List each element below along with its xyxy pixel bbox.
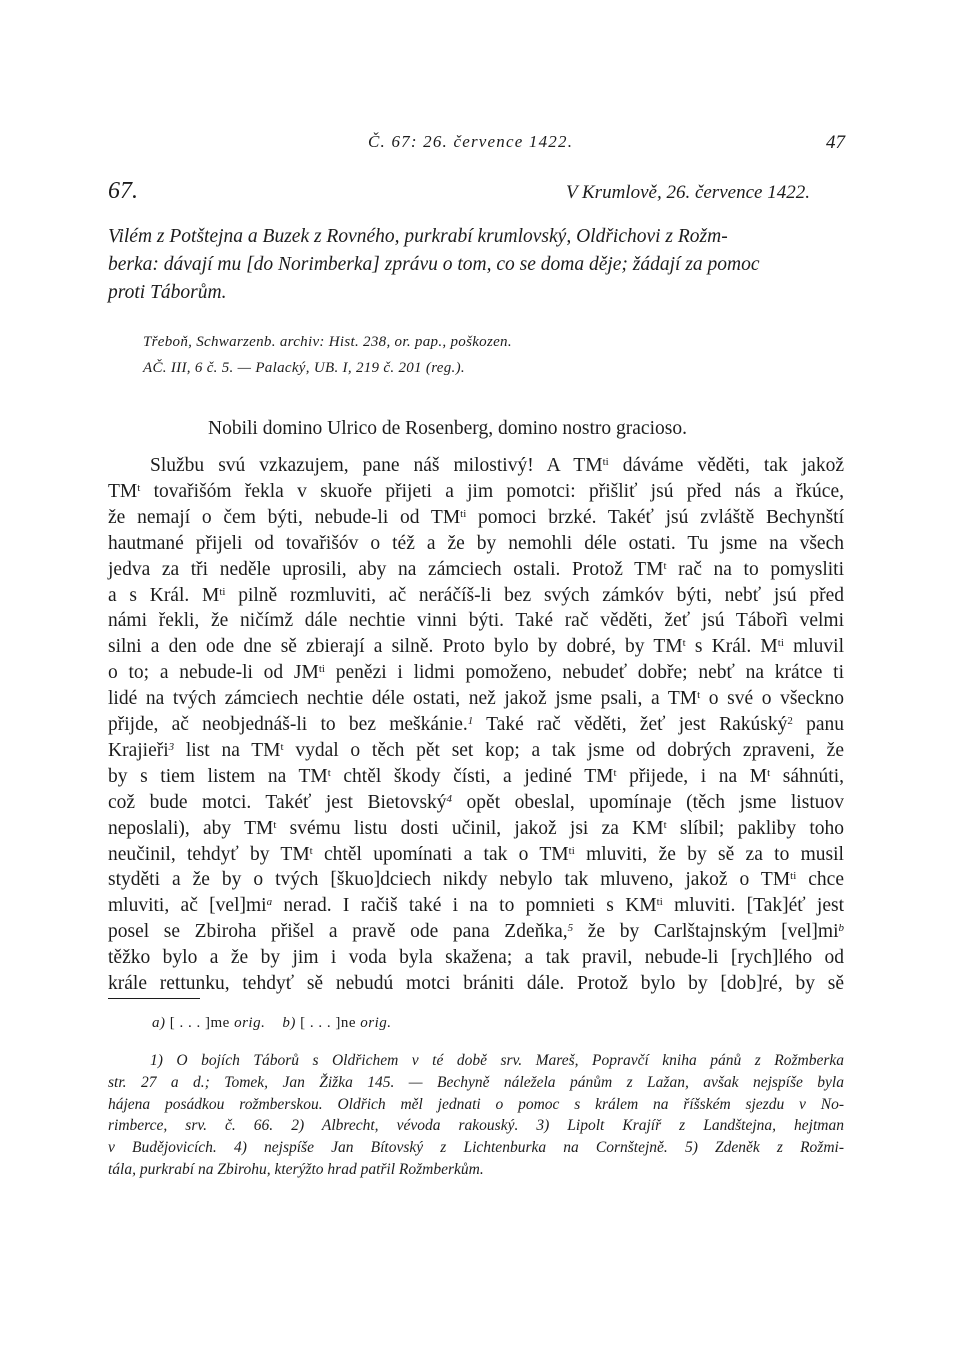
footnote-line: hájena posádkou rožmberskou. Oldřich měl jednati o pomoc s králem na říšském sjezdu v No- xyxy=(108,1095,844,1113)
footnote-ref: a xyxy=(266,896,273,909)
letter-line: těžko bylo a že by jim i voda byla skažena; a tak pravil, nebude-li [rych]lého od xyxy=(108,947,844,969)
superscript-mark: ti xyxy=(656,896,663,909)
letter-line: o to; a nebude-li od $JM^{ti}$ penězi i lidmi pomoženo, nebudeť dobře; nebť na krátce ti xyxy=(108,662,844,684)
footnote-line: rimberce, srv. č. 66. 2) Albrecht, vévoda rakouský. 3) Lipolt Krajíř z Landštejna, hejtman xyxy=(108,1117,844,1135)
footnote-ref: 4 xyxy=(446,792,453,805)
letter-line: silni a den ode dne sě zbierají a silně. Proto bylo by dobré, by $TM^t$ s Král. $M^{ti}$ mluvil xyxy=(108,636,845,658)
note-b-text: [ . . . ]ne xyxy=(300,1015,356,1031)
regest-line: Vilém z Potštejna a Buzek z Rovného, purkrabí krumlovský, Oldřichovi z Rožm- xyxy=(108,226,728,247)
footnote-ref: 3 xyxy=(168,740,175,753)
letter-line: lidé na tvých zámciech nechtie déle ostati, než jakož jsme psali, a $TM^t$ o své o všeckno xyxy=(108,688,844,710)
superscript-mark: t xyxy=(663,818,667,831)
letter-line: mluviti, ač $[vel]mi^a$ nerad. I račiš také i na to pomnieti s $KM^{ti}$ mluviti. [Tak]éť jest xyxy=(108,895,844,917)
letter-line: hautmané přijeli od tovařišóv o též a že by nemohli déle ostati. Tu jsme na všech xyxy=(108,532,844,554)
letter-line: Službu svú vzkazujem, pane náš milostivý! A $TM^{ti}$ dáváme věděti, tak jakož xyxy=(150,455,844,476)
superscript-mark: 2 xyxy=(787,715,793,727)
source-line: AČ. III, 6 č. 5. — Palacký, UB. I, 219 č. 201 (reg.). xyxy=(143,360,465,376)
letter-line: Krajieři$^3$ list na $TM^t$ vydal o těch pět set kop; a tak jsme od dobrých zpraveni, že xyxy=(108,739,844,761)
letter-line: že nemají o čem býti, nebude-li od $TM^{ti}$ pomoci brzké. Takéť jsú zvláště Bechynští xyxy=(108,506,844,528)
text-critical-notes xyxy=(152,1015,392,1032)
source-line: Třeboň, Schwarzenb. archiv: Hist. 238, or. pap., poškozen. xyxy=(143,334,512,350)
letter-line: styděti a že by o tvých [škuo]dciech nikdy nebylo tak mluveno, jakož o $TM^{ti}$ chce xyxy=(108,869,844,891)
letter-line: a s Král. $M^{ti}$ pilně rozmluviti, ač neráčíš-li bez svých zámkóv býti, nebť jsú před xyxy=(108,584,844,606)
letter-address: Nobili domino Ulrico de Rosenberg, domino nostro gracioso. xyxy=(208,418,687,439)
note-b-orig: orig. xyxy=(360,1015,392,1031)
footnote-line: 1) O bojích Táborů s Oldřichem v té době srv. Mareš, Popravčí kniha pánů z Rožmberka xyxy=(150,1052,844,1069)
superscript-mark: ti xyxy=(602,456,609,468)
superscript-mark: t xyxy=(767,766,771,779)
letter-line: $TM^t$ tovařišóm řekla v skuoře přijeti a jim pomotci: přišliť jsú před nás a řkúce, xyxy=(108,480,844,502)
superscript-mark: t xyxy=(682,637,686,650)
footnote-ref: 5 xyxy=(567,922,574,935)
page-number: 47 xyxy=(826,132,845,153)
letter-line: krále rettunku, tehdyť sě nebudú motci brániti dále. Protož bylo by [dob]ré, by sě xyxy=(108,973,844,994)
letter-line: námi řekli, že ničímž dále nechtie vinni býti. Také rač věděti, žeť jsú Tábořì velmi xyxy=(108,610,844,632)
running-head: Č. 67: 26. července 1422. xyxy=(368,132,574,151)
superscript-mark: t xyxy=(273,818,277,831)
superscript-mark: t xyxy=(697,689,701,702)
superscript-mark: t xyxy=(327,766,331,779)
letter-line: jedva za tři neděle uprosili, aby na zámciech ostali. Protož $TM^t$ rač na to pomysliti xyxy=(108,558,845,580)
footnote-ref: b xyxy=(838,922,844,935)
footnote-line: str. 27 a d.; Tomek, Jan Žižka 145. — Bechyně náležela pánům z Lažan, avšak nejspíše byla xyxy=(108,1073,844,1091)
letter-line: by s tiem listem na $TM^t$ chtěl škody čísti, a jediné $TM^t$ přijede, i na $M^t$ sáhnúti, xyxy=(108,765,844,787)
superscript-mark: t xyxy=(613,766,617,779)
letter-line: posel se Zbiroha přišel a pravě ode pana Zdeňka,$^5$ že by Carlštajnským $[vel]mi^b$ xyxy=(108,921,844,943)
document-place-date: V Krumlově, 26. července 1422. xyxy=(566,182,810,203)
superscript-mark: ti xyxy=(568,844,575,857)
superscript-mark: ti xyxy=(777,637,784,650)
superscript-mark: ti xyxy=(460,507,467,520)
letter-line: což bude motci. Takéť jest Bietovský$^4$ opět obeslal, upomínaje (těch jsme listuov xyxy=(108,791,844,813)
footnote-ref: 1 xyxy=(467,715,474,727)
superscript-mark: ti xyxy=(219,585,226,598)
document-number: 67. xyxy=(108,178,138,204)
footnote-line: tála, purkrabí na Zbirohu, kterýžto hrad patřil Rožmberkům. xyxy=(108,1161,484,1178)
superscript-mark: t xyxy=(137,481,141,494)
letter-line: neučinil, tehdyť by $TM^t$ chtěl upomínati a tak o $TM^{ti}$ mluviti, že by sě za to musil xyxy=(108,843,844,865)
letter-line: přijde, ač neobjednáš-li to bez meškánie.$^1$ Také rač věděti, žeť jest Rakúský$^2$ panu xyxy=(108,714,845,735)
letter-line: neposlali), aby $TM^t$ svému listu dosti učinil, jakož jsi za $KM^t$ slíbil; pakliby toho xyxy=(108,817,845,839)
superscript-mark: t xyxy=(309,844,313,857)
note-a-label: a) xyxy=(152,1015,166,1031)
superscript-mark: ti xyxy=(790,870,797,883)
superscript-mark: t xyxy=(280,740,284,753)
regest-line: berka: dávají mu [do Norimberka] zprávu o tom, co se doma děje; žádají za pomoc xyxy=(108,254,760,275)
note-a-orig: orig. xyxy=(234,1015,266,1031)
note-a-text: [ . . . ]me xyxy=(169,1015,230,1031)
superscript-mark: t xyxy=(663,559,667,572)
footnote-line: v Budějovicích. 4) nejspíše Jan Bítovský z Lichtenburka na Cornštejně. 5) Zdeněk z Rožmi- xyxy=(108,1139,844,1157)
footnote-rule xyxy=(108,998,200,999)
regest-line: proti Táborům. xyxy=(108,282,227,303)
note-b-label: b) xyxy=(282,1015,296,1031)
superscript-mark: ti xyxy=(318,663,325,676)
